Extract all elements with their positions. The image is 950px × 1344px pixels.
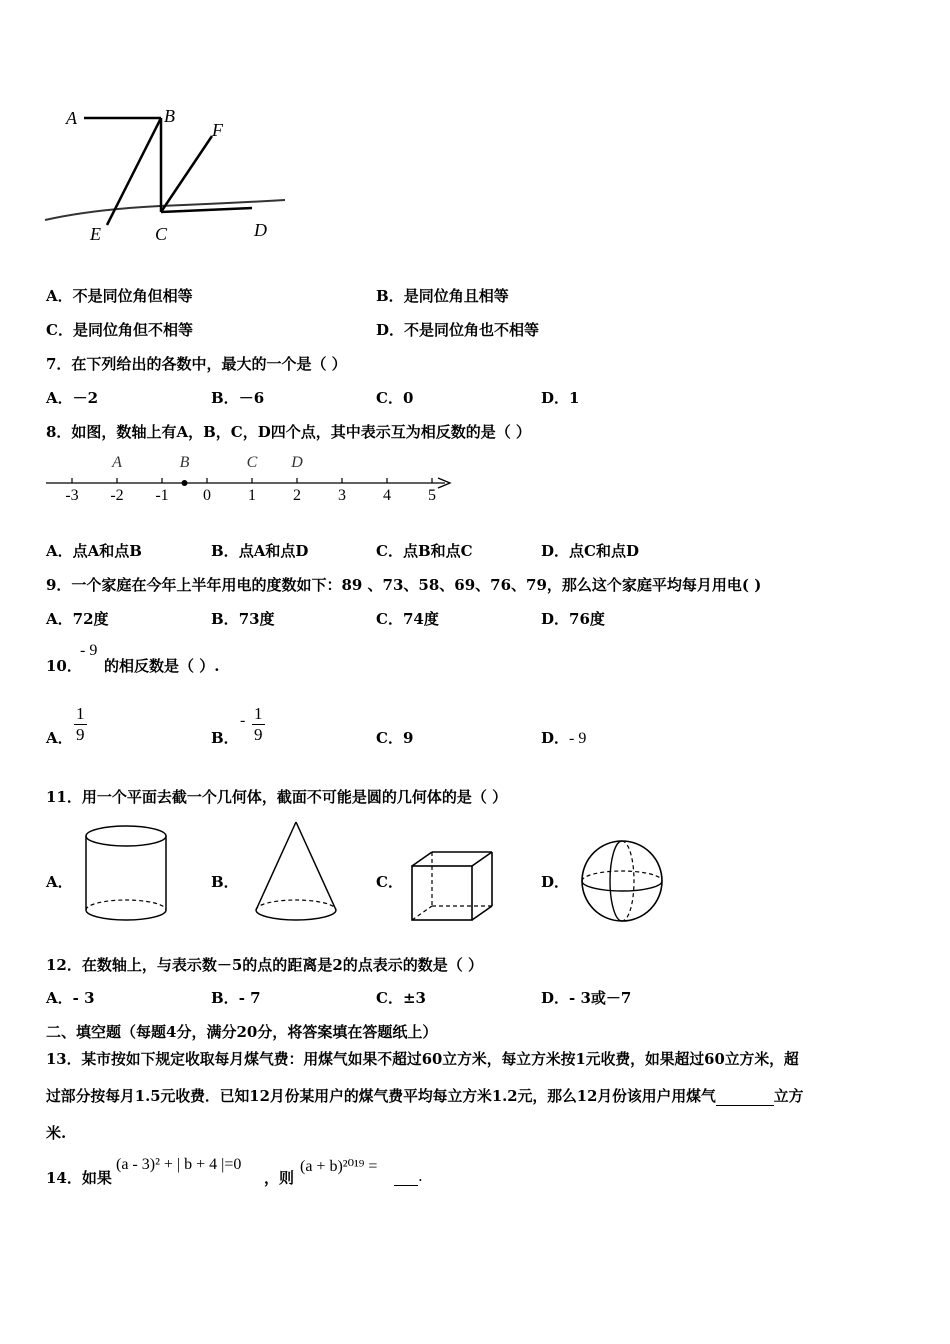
number-line-point-label: B	[179, 454, 190, 471]
option-text: 点A和点B	[72, 542, 142, 560]
q12-stem: 12．在数轴上，与表示数－5的点的距离是2的点表示的数是（ ）	[46, 956, 483, 974]
q7-option-d[interactable]	[541, 387, 579, 408]
q8-option-c[interactable]	[376, 540, 473, 561]
option-letter: A．	[46, 610, 73, 628]
q9-stem: 9．一个家庭在今年上半年用电的度数如下：89 、73、58、69、76、79，那么这个家庭平均每月用电( )	[46, 576, 762, 594]
option-letter: B．	[376, 287, 404, 305]
angle-figure	[40, 100, 300, 250]
option-text: - 9	[569, 730, 587, 747]
option-text: - 3	[72, 989, 95, 1007]
q11-option-b-letter[interactable]: B．	[211, 873, 239, 891]
q10-option-c[interactable]	[376, 727, 413, 748]
number-line-tick-label: -2	[110, 487, 124, 504]
q10-option-b-sign: -	[240, 712, 246, 729]
q13-line-2-text: 过部分按每月1.5元收费．已知12月份某用户的煤气费平均每立方米1.2元，那么12月份该用户用煤气	[46, 1088, 716, 1105]
answer-blank[interactable]	[394, 1167, 418, 1186]
option-letter: B．	[211, 989, 239, 1007]
number-line-tick-label: 5	[428, 487, 436, 504]
number-line-tick-label: 3	[338, 487, 346, 504]
sphere-shape	[578, 836, 668, 926]
q11-option-c-letter[interactable]: C．	[376, 873, 403, 891]
option-letter: C．	[376, 610, 403, 628]
cylinder-shape	[80, 822, 172, 926]
q14-number: 14．如果	[46, 1169, 112, 1187]
option-letter: A．	[46, 287, 73, 305]
option-letter: D．	[541, 542, 570, 560]
option-letter: D．	[541, 389, 570, 407]
option-text: 点C和点D	[569, 542, 639, 560]
option-text: 是同位角且相等	[403, 287, 509, 305]
q14-equation-1: (a - 3)² + | b + 4 |=0	[116, 1156, 242, 1173]
option-letter: B．	[211, 610, 239, 628]
number-line	[40, 448, 470, 510]
option-text: - 3或－7	[569, 989, 632, 1007]
option-letter: C．	[376, 542, 403, 560]
figure-label-c: C	[155, 224, 168, 244]
q11-stem: 11．用一个平面去截一个几何体，截面不可能是圆的几何体的是（ ）	[46, 788, 508, 806]
option-text: 9	[402, 729, 414, 747]
option-text: 73度	[238, 610, 275, 628]
q6-option-c[interactable]	[46, 319, 193, 340]
q10-option-a-letter[interactable]: A．	[46, 729, 73, 747]
q9-option-c[interactable]	[376, 608, 439, 629]
q7-option-a[interactable]	[46, 387, 98, 408]
q14-mid: ，则	[264, 1169, 295, 1187]
option-letter: C．	[376, 729, 403, 747]
q13-line-2-unit: 立方	[773, 1088, 804, 1105]
q6-option-d[interactable]	[376, 319, 539, 340]
number-line-point-label: C	[246, 454, 258, 471]
cube-shape	[408, 848, 498, 924]
q10-option-b-letter[interactable]: B．	[211, 729, 239, 747]
q10-option-b-fraction	[252, 704, 265, 745]
option-letter: C．	[46, 321, 73, 339]
option-letter: A．	[46, 542, 73, 560]
q8-stem: 8．如图，数轴上有A，B，C，D四个点，其中表示互为相反数的是（ ）	[46, 423, 531, 441]
q7-option-c[interactable]	[376, 387, 413, 408]
q6-option-a[interactable]	[46, 285, 193, 306]
q12-option-c[interactable]	[376, 987, 426, 1008]
fraction-numerator: 1	[76, 704, 85, 723]
q10-expression: - 9	[80, 642, 98, 659]
q6-option-b[interactable]	[376, 285, 509, 306]
figure-label-d: D	[254, 220, 267, 240]
option-letter: D．	[376, 321, 405, 339]
option-letter: A．	[46, 989, 73, 1007]
option-letter: D．	[541, 729, 570, 747]
option-letter: B．	[211, 542, 239, 560]
option-text: －2	[72, 389, 99, 407]
number-line-tick-label: 2	[293, 487, 301, 504]
number-line-tick-label: 1	[248, 487, 256, 504]
q8-option-a[interactable]	[46, 540, 142, 561]
q8-option-b[interactable]	[211, 540, 308, 561]
q13-line-2	[46, 1085, 803, 1106]
option-text: ±3	[402, 989, 426, 1007]
number-line-tick-label: -1	[155, 487, 169, 504]
figure-label-e: E	[90, 224, 101, 244]
number-line-point-label: A	[112, 454, 122, 471]
option-text: 0	[402, 389, 414, 407]
q14-equation-2: (a + b)²⁰¹⁹ =	[300, 1158, 378, 1175]
option-text: 点A和点D	[238, 542, 309, 560]
option-text: 72度	[72, 610, 109, 628]
number-line-tick-label: 0	[203, 487, 211, 504]
q7-stem: 7．在下列给出的各数中，最大的一个是（ ）	[46, 355, 347, 373]
figure-label-f: F	[212, 120, 223, 140]
answer-blank[interactable]	[716, 1088, 774, 1106]
number-line-tick-label: 4	[383, 487, 391, 504]
q13-line-3: 米.	[46, 1124, 67, 1142]
option-text: 是同位角但不相等	[72, 321, 193, 339]
number-line-point-label: D	[291, 454, 303, 471]
q9-option-b[interactable]	[211, 608, 275, 629]
q10-option-a-fraction	[74, 704, 87, 745]
fraction-denominator: 9	[254, 725, 263, 744]
option-text: 点B和点C	[402, 542, 473, 560]
q7-option-b[interactable]	[211, 387, 264, 408]
q9-option-a[interactable]	[46, 608, 109, 629]
q11-option-a-letter[interactable]: A．	[46, 873, 73, 891]
option-text: 1	[569, 389, 580, 407]
q9-option-d[interactable]	[541, 608, 605, 629]
option-text: 不是同位角也不相等	[404, 321, 540, 339]
q13-line-1: 13．某市按如下规定收取每月煤气费：用煤气如果不超过60立方米，每立方米按1元收费，如果超过60立方米，超	[46, 1051, 799, 1068]
option-text: 不是同位角但相等	[72, 287, 193, 305]
cone-shape	[250, 818, 342, 924]
q12-option-b[interactable]	[211, 987, 261, 1008]
q12-option-d[interactable]	[541, 987, 631, 1008]
number-line-tick-label: -3	[65, 487, 79, 504]
q10-option-d[interactable]	[541, 727, 586, 748]
option-letter: A．	[46, 389, 73, 407]
option-text: - 7	[238, 989, 261, 1007]
fraction-numerator: 1	[254, 704, 263, 723]
option-text: 74度	[402, 610, 439, 628]
option-letter: D．	[541, 610, 570, 628]
option-letter: C．	[376, 389, 403, 407]
number-line-point	[182, 480, 188, 486]
figure-label-a: A	[66, 108, 77, 128]
fraction-denominator: 9	[76, 725, 85, 744]
option-letter: C．	[376, 989, 403, 1007]
q8-option-d[interactable]	[541, 540, 639, 561]
q14-answer	[394, 1167, 423, 1186]
q14-end: .	[418, 1167, 423, 1185]
option-letter: B．	[211, 389, 239, 407]
q10-stem-rest: 的相反数是（ ）.	[104, 657, 220, 675]
option-text: 76度	[569, 610, 605, 628]
option-letter: D．	[541, 989, 570, 1007]
figure-label-b: B	[164, 106, 175, 126]
option-text: －6	[238, 389, 265, 407]
q12-option-a[interactable]	[46, 987, 95, 1008]
q11-option-d-letter[interactable]: D．	[541, 873, 570, 891]
section-heading: 二、填空题（每题4分，满分20分，将答案填在答题纸上）	[46, 1023, 438, 1041]
q10-number: 10．	[46, 657, 82, 675]
